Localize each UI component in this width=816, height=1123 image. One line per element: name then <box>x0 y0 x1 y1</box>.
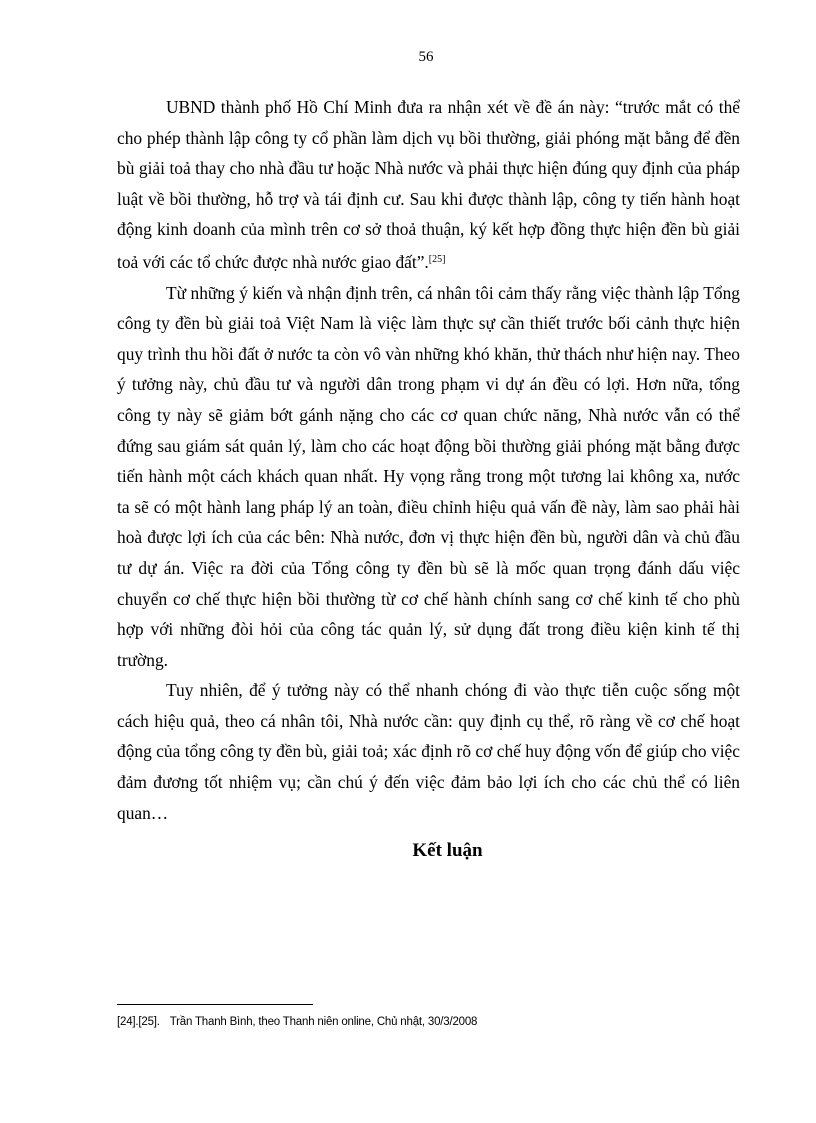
body-text <box>117 92 740 866</box>
paragraph-3: Tuy nhiên, để ý tưởng này có thể nhanh chóng đi vào thực tiễn cuộc sống một cách hiệu quả, theo cá nhân tôi, Nhà nước cần: quy định cụ thể, rõ ràng về cơ chế hoạt động của tổng công ty đền bù, giải toả; xác định rõ cơ chế huy động vốn để giúp cho việc đảm đương tốt nhiệm vụ; cần chú ý đến việc đảm bảo lợi ích cho các chủ thể có liên quan… <box>117 680 740 823</box>
citation-marker: [25] <box>428 253 446 265</box>
footnote-text: Trần Thanh Bình, theo Thanh niên online, Chủ nhật, 30/3/2008 <box>169 1016 478 1028</box>
footnote <box>117 1015 477 1029</box>
paragraph-2: Từ những ý kiến và nhận định trên, cá nhân tôi cảm thấy rằng việc thành lập Tổng công ty đền bù giải toả Việt Nam là việc làm thực sự cần thiết trước bối cảnh thực hiện quy trình thu hồi đất ở nước ta còn vô vàn những khó khăn, thử thách như hiện nay. Theo ý tưởng này, chủ đầu tư và người dân trong phạm vi dự án đều có lợi. Hơn nữa, tổng công ty này sẽ giảm bớt gánh nặng cho các cơ quan chức năng, Nhà nước vẫn có thể đứng sau giám sát quản lý, làm cho các hoạt động bồi thường giải phóng mặt bằng được tiến hành một cách khách quan nhất. Hy vọng rằng trong một tương lai không xa, nước ta sẽ có một hành lang pháp lý an toàn, điều chỉnh hiệu quả vấn đề này, làm sao phải hài hoà được lợi ích của các bên: Nhà nước, đơn vị thực hiện đền bù, người dân và chủ đầu tư dự án. Việc ra đời của Tổng công ty đền bù sẽ là mốc quan trọng đánh dấu việc chuyển cơ chế thực hiện bồi thường từ cơ chế hành chính sang cơ chế kinh tế cho phù hợp với những đòi hỏi của công tác quản lý, sử dụng đất trong điều kiện kinh tế thị trường. <box>117 282 740 670</box>
footnote-ref: [24].[25]. <box>117 1016 160 1028</box>
paragraph-1 <box>117 92 740 278</box>
section-heading: Kết luận <box>412 840 483 862</box>
page-number: 56 <box>418 49 434 65</box>
paragraph-1-text: UBND thành phố Hồ Chí Minh đưa ra nhận xét về đề án này: “trước mắt có thể cho phép thành lập công ty cổ phần làm dịch vụ bồi thường, giải phóng mặt bằng để đền bù giải toả thay cho nhà đầu tư hoặc Nhà nước và phải thực hiện đúng quy định của pháp luật về bồi thường, hỗ trợ và tái định cư. Sau khi được thành lập, công ty tiến hành hoạt động kinh doanh của mình trên cơ sở thoả thuận, ký kết hợp đồng thực hiện đền bù giải toả với các tổ chức được nhà nước giao đất”. <box>117 97 740 272</box>
footnote-divider <box>117 1004 313 1005</box>
